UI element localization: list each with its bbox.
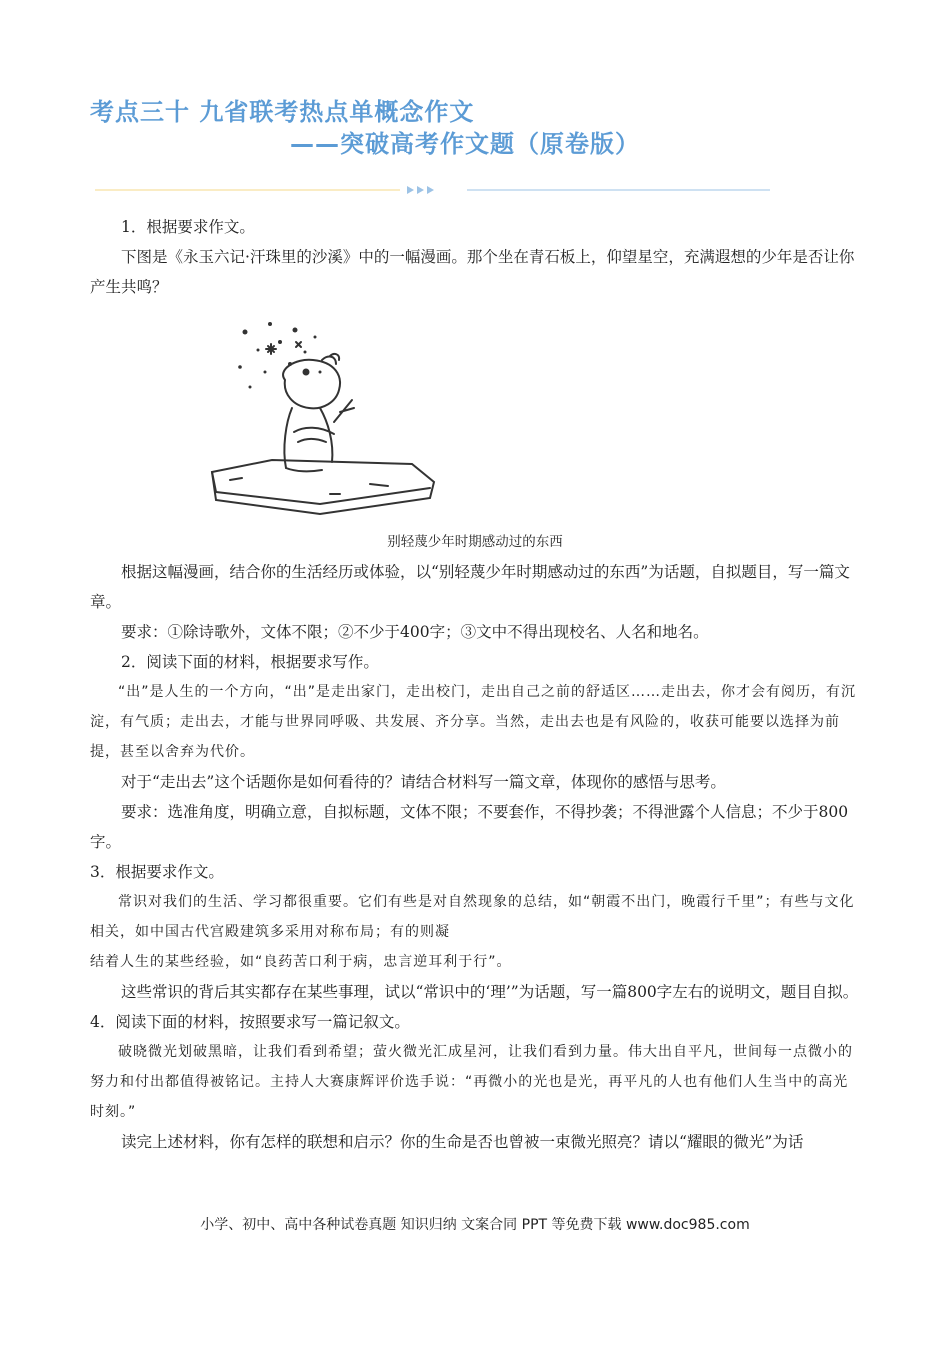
title-line-2: ——突破高考作文题（原卷版） xyxy=(290,130,640,158)
q1-intro: 下图是《永玉六记·汗珠里的沙溪》中的一幅漫画。那个坐在青石板上，仰望星空，充满遐想的少年是否让你产生共鸣？ xyxy=(90,248,855,296)
q4-material: 破晓微光划破黑暗，让我们看到希望；萤火微光汇成星河，让我们看到力量。伟大出自平凡，世间每一点微小的努力和付出都值得被铭记。主持人大赛康辉评价选手说：“再微小的光也是光，再平凡的人也有他们人生当中的高光时刻。” xyxy=(90,1044,853,1120)
q3-material-1: 常识对我们的生活、学习都很重要。它们有些是对自然现象的总结，如“朝霞不出门，晚霞行千里”；有些与文化相关，如中国古代宫殿建筑多采用对称布局；有的则凝 xyxy=(90,894,855,940)
q4-label: 4．阅读下面的材料，按照要求写一篇记叙文。 xyxy=(90,1013,410,1031)
q4-prompt: 读完上述材料，你有怎样的联想和启示？你的生命是否也曾被一束微光照亮？请以“耀眼的微光”为话 xyxy=(121,1133,804,1151)
comic-figure xyxy=(90,312,860,527)
q3-label: 3．根据要求作文。 xyxy=(90,863,224,881)
title-line-1: 考点三十 九省联考热点单概念作文 xyxy=(90,98,475,126)
q1-requirements: 要求：①除诗歌外，文体不限；②不少于400字；③文中不得出现校名、人名和地名。 xyxy=(121,623,709,641)
main-content xyxy=(90,212,860,1157)
boy-stargazing-illustration xyxy=(210,312,440,522)
q2-requirements: 要求：选准角度，明确立意，自拟标题，文体不限；不要套作，不得抄袭；不得泄露个人信息；不少于800字。 xyxy=(90,803,849,851)
q3-material-2: 结着人生的某些经验，如“良药苦口利于病，忠言逆耳利于行”。 xyxy=(90,954,512,970)
q2-prompt: 对于“走出去”这个话题你是如何看待的？请结合材料写一篇文章，体现你的感悟与思考。 xyxy=(121,773,726,791)
title-divider xyxy=(95,180,770,200)
footer-text: 小学、初中、高中各种试卷真题 知识归纳 文案合同 PPT 等免费下载 www.doc985.com xyxy=(200,1217,750,1233)
q1-label: 1．根据要求作文。 xyxy=(121,218,255,236)
q2-material: “出”是人生的一个方向，“出”是走出家门，走出校门，走出自己之前的舒适区……走出去，你才会有阅历，有沉淀，有气质；走出去，才能与世界同呼吸、共发展、齐分享。当然，走出去也是有风险的，收获可能要以选择为前提，甚至以舍弃为代价。 xyxy=(90,684,857,760)
q1-prompt: 根据这幅漫画，结合你的生活经历或体验，以“别轻蔑少年时期感动过的东西”为话题，自拟题目，写一篇文章。 xyxy=(90,563,850,611)
q3-prompt: 这些常识的背后其实都存在某些事理，试以“常识中的‘理’”为话题，写一篇800字左右的说明文，题目自拟。 xyxy=(121,983,859,1001)
q2-label: 2．阅读下面的材料，根据要求写作。 xyxy=(121,653,379,671)
comic-caption: 别轻蔑少年时期感动过的东西 xyxy=(387,534,563,550)
